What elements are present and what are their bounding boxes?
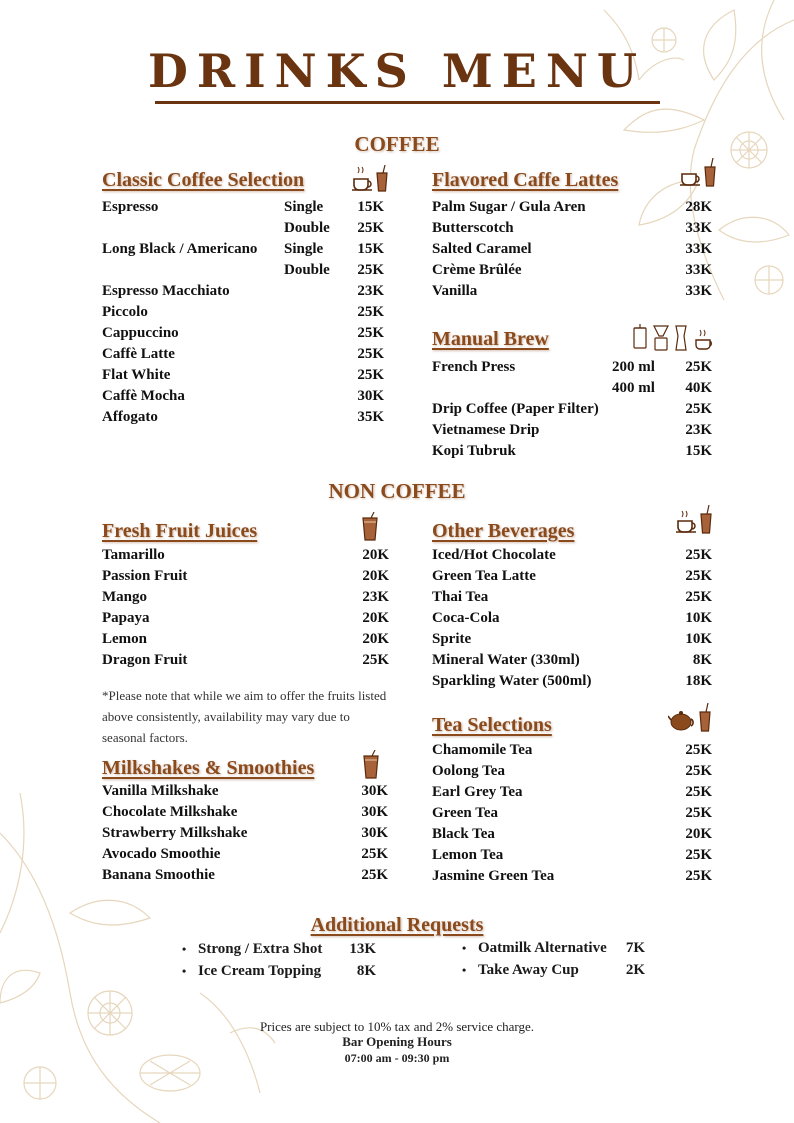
menu-item bbox=[102, 610, 389, 631]
menu-item bbox=[432, 673, 712, 694]
item-name: Papaya bbox=[102, 610, 150, 626]
item-price: 25K bbox=[357, 304, 384, 320]
title-underline bbox=[155, 101, 660, 104]
milkshakes-list bbox=[102, 783, 388, 888]
item-name: Coca-Cola bbox=[432, 610, 500, 626]
menu-item bbox=[432, 868, 712, 889]
manual-brew-list bbox=[432, 359, 712, 464]
additional-request-item bbox=[182, 963, 376, 985]
item-name: Espresso bbox=[102, 199, 159, 215]
additional-request-item bbox=[462, 962, 645, 984]
menu-item bbox=[102, 304, 384, 325]
menu-item bbox=[102, 846, 388, 867]
item-price: 20K bbox=[362, 610, 389, 626]
bullet-icon: • bbox=[182, 942, 187, 956]
menu-item bbox=[102, 409, 384, 430]
menu-item bbox=[102, 241, 384, 262]
opening-hours: 07:00 am - 09:30 pm bbox=[344, 1051, 450, 1065]
menu-item bbox=[102, 631, 389, 652]
item-price: 30K bbox=[361, 804, 388, 820]
request-price: 13K bbox=[349, 941, 376, 957]
category-title-manual-brew: Manual Brew bbox=[432, 328, 549, 350]
page-title: DRINKS MENU bbox=[147, 44, 647, 98]
item-price: 25K bbox=[361, 867, 388, 883]
menu-item bbox=[432, 826, 712, 847]
item-name: Sparkling Water (500ml) bbox=[432, 673, 592, 689]
menu-item bbox=[102, 220, 384, 241]
item-name: Espresso Macchiato bbox=[102, 283, 230, 299]
item-price: 25K bbox=[685, 784, 712, 800]
menu-item bbox=[102, 367, 384, 388]
item-price: 25K bbox=[357, 346, 384, 362]
menu-item bbox=[102, 325, 384, 346]
menu-item bbox=[432, 805, 712, 826]
bullet-icon: • bbox=[462, 963, 467, 977]
item-price: 25K bbox=[685, 401, 712, 417]
item-name: Drip Coffee (Paper Filter) bbox=[432, 401, 599, 417]
item-price: 33K bbox=[685, 283, 712, 299]
item-price: 23K bbox=[357, 283, 384, 299]
item-price: 25K bbox=[685, 589, 712, 605]
item-name: Kopi Tubruk bbox=[432, 443, 516, 459]
item-name: Tamarillo bbox=[102, 547, 165, 563]
item-name: French Press bbox=[432, 359, 516, 375]
item-price: 25K bbox=[685, 547, 712, 563]
menu-item bbox=[102, 547, 389, 568]
menu-item bbox=[432, 631, 712, 652]
item-name: Mango bbox=[102, 589, 147, 605]
item-name: Flat White bbox=[102, 367, 171, 383]
item-price: 40K bbox=[685, 380, 712, 396]
item-name: Mineral Water (330ml) bbox=[432, 652, 580, 668]
item-price: 35K bbox=[357, 409, 384, 425]
menu-item bbox=[432, 199, 712, 220]
menu-item bbox=[102, 388, 384, 409]
item-name: Banana Smoothie bbox=[102, 867, 215, 883]
request-name: Strong / Extra Shot bbox=[198, 941, 323, 957]
bullet-icon: • bbox=[462, 941, 467, 955]
item-size: 200 ml bbox=[612, 359, 655, 375]
tax-note: Prices are subject to 10% tax and 2% service charge. bbox=[259, 1019, 535, 1034]
category-title-tea-selections: Tea Selections bbox=[432, 714, 552, 736]
item-price: 25K bbox=[361, 846, 388, 862]
item-name: Avocado Smoothie bbox=[102, 846, 221, 862]
menu-item bbox=[102, 568, 389, 589]
section-heading-non-coffee: NON COFFEE bbox=[328, 479, 466, 503]
item-price: 33K bbox=[685, 262, 712, 278]
coffee-cup-and-iced-drink-icon bbox=[674, 505, 714, 535]
item-price: 25K bbox=[685, 763, 712, 779]
request-name: Ice Cream Topping bbox=[198, 963, 322, 979]
item-price: 15K bbox=[357, 241, 384, 257]
menu-item bbox=[432, 784, 712, 805]
menu-item bbox=[432, 568, 712, 589]
menu-item bbox=[432, 443, 712, 464]
menu-item bbox=[432, 742, 712, 763]
item-price: 20K bbox=[362, 631, 389, 647]
menu-item bbox=[102, 589, 389, 610]
tea-selections-list bbox=[432, 742, 712, 889]
item-price: 30K bbox=[357, 388, 384, 404]
section-heading-coffee: COFFEE bbox=[354, 132, 440, 156]
item-name: Crème Brûlée bbox=[432, 262, 522, 278]
item-name: Butterscotch bbox=[432, 220, 514, 236]
item-name: Green Tea bbox=[432, 805, 498, 821]
menu-item bbox=[102, 283, 384, 304]
menu-item bbox=[432, 652, 712, 673]
item-size: Single bbox=[284, 241, 324, 257]
item-size: 400 ml bbox=[612, 380, 655, 396]
menu-item bbox=[102, 804, 388, 825]
item-price: 25K bbox=[362, 652, 389, 668]
item-size: Double bbox=[284, 220, 330, 236]
item-name: Earl Grey Tea bbox=[432, 784, 523, 800]
item-price: 20K bbox=[362, 547, 389, 563]
item-price: 20K bbox=[685, 826, 712, 842]
menu-item bbox=[102, 783, 388, 804]
item-price: 25K bbox=[685, 847, 712, 863]
item-price: 30K bbox=[361, 825, 388, 841]
menu-item bbox=[432, 547, 712, 568]
coffee-cup-and-iced-drink-icon bbox=[678, 158, 718, 188]
request-name: Oatmilk Alternative bbox=[478, 940, 607, 956]
item-price: 20K bbox=[362, 568, 389, 584]
item-name: Chamomile Tea bbox=[432, 742, 533, 758]
item-price: 25K bbox=[357, 367, 384, 383]
additional-request-item bbox=[462, 940, 645, 962]
item-name: Green Tea Latte bbox=[432, 568, 536, 584]
fruit-availability-note: *Please note that while we aim to offer the fruits listed above consistently, availability may vary due to seasonal factors. bbox=[102, 688, 387, 745]
item-price: 28K bbox=[685, 199, 712, 215]
item-price: 10K bbox=[685, 631, 712, 647]
item-name: Long Black / Americano bbox=[102, 241, 258, 257]
item-name: Salted Caramel bbox=[432, 241, 532, 257]
other-beverages-list bbox=[432, 547, 712, 694]
item-name: Chocolate Milkshake bbox=[102, 804, 238, 820]
item-name: Lemon Tea bbox=[432, 847, 504, 863]
item-name: Affogato bbox=[102, 409, 158, 425]
item-name: Cappuccino bbox=[102, 325, 179, 341]
item-price: 25K bbox=[357, 220, 384, 236]
menu-item bbox=[432, 283, 712, 304]
request-price: 7K bbox=[625, 940, 645, 956]
menu-item bbox=[432, 241, 712, 262]
item-price: 10K bbox=[685, 610, 712, 626]
item-name: Vietnamese Drip bbox=[432, 422, 540, 438]
item-name: Palm Sugar / Gula Aren bbox=[432, 199, 586, 215]
category-title-other-beverages: Other Beverages bbox=[432, 520, 575, 542]
item-name: Jasmine Green Tea bbox=[432, 868, 555, 884]
menu-item bbox=[432, 401, 712, 422]
item-name: Iced/Hot Chocolate bbox=[432, 547, 556, 563]
menu-item bbox=[432, 422, 712, 443]
item-name: Caffè Latte bbox=[102, 346, 175, 362]
item-name: Passion Fruit bbox=[102, 568, 188, 584]
request-price: 8K bbox=[356, 963, 376, 979]
coffee-cup-and-iced-drink-icon bbox=[350, 165, 390, 193]
additional-requests-left-list bbox=[182, 941, 376, 985]
category-title-fruit-juices: Fresh Fruit Juices bbox=[102, 520, 258, 542]
item-name: Caffè Mocha bbox=[102, 388, 185, 404]
menu-item bbox=[432, 610, 712, 631]
item-price: 15K bbox=[357, 199, 384, 215]
category-title-additional-requests: Additional Requests bbox=[310, 914, 484, 936]
menu-item bbox=[432, 380, 712, 401]
item-size: Single bbox=[284, 199, 324, 215]
item-price: 8K bbox=[692, 652, 712, 668]
category-title-milkshakes: Milkshakes & Smoothies bbox=[102, 757, 315, 779]
menu-item bbox=[432, 763, 712, 784]
item-size: Double bbox=[284, 262, 330, 278]
classic-coffee-list bbox=[102, 199, 384, 430]
menu-item bbox=[432, 359, 712, 380]
item-price: 30K bbox=[361, 783, 388, 799]
menu-item bbox=[432, 847, 712, 868]
item-price: 25K bbox=[685, 359, 712, 375]
item-name: Black Tea bbox=[432, 826, 495, 842]
item-name: Vanilla bbox=[432, 283, 478, 299]
item-name: Thai Tea bbox=[432, 589, 489, 605]
item-name: Dragon Fruit bbox=[102, 652, 188, 668]
item-name: Oolong Tea bbox=[432, 763, 505, 779]
menu-item bbox=[102, 652, 389, 673]
manual-brew-tools-icon bbox=[632, 322, 718, 354]
item-price: 33K bbox=[685, 241, 712, 257]
item-price: 18K bbox=[685, 673, 712, 689]
menu-item bbox=[102, 825, 388, 846]
category-title-flavored-lattes: Flavored Caffe Lattes bbox=[432, 169, 619, 191]
request-price: 2K bbox=[625, 962, 645, 978]
item-name: Vanilla Milkshake bbox=[102, 783, 219, 799]
menu-item bbox=[432, 220, 712, 241]
menu-item bbox=[102, 199, 384, 220]
menu-item bbox=[102, 867, 388, 888]
juice-glass-icon bbox=[361, 512, 379, 542]
item-price: 25K bbox=[685, 805, 712, 821]
item-price: 25K bbox=[357, 262, 384, 278]
additional-request-item bbox=[182, 941, 376, 963]
item-price: 33K bbox=[685, 220, 712, 236]
menu-item bbox=[102, 346, 384, 367]
item-price: 23K bbox=[685, 422, 712, 438]
item-price: 25K bbox=[685, 868, 712, 884]
item-price: 15K bbox=[685, 443, 712, 459]
fruit-juices-list bbox=[102, 547, 389, 673]
flavored-lattes-list bbox=[432, 199, 712, 304]
item-price: 23K bbox=[362, 589, 389, 605]
item-name: Strawberry Milkshake bbox=[102, 825, 248, 841]
item-name: Lemon bbox=[102, 631, 147, 647]
item-price: 25K bbox=[685, 568, 712, 584]
teapot-and-iced-tea-icon bbox=[668, 703, 714, 733]
request-name: Take Away Cup bbox=[478, 962, 579, 978]
item-price: 25K bbox=[357, 325, 384, 341]
additional-requests-right-list bbox=[462, 940, 645, 984]
category-title-classic-coffee: Classic Coffee Selection bbox=[102, 169, 305, 191]
bullet-icon: • bbox=[182, 964, 187, 978]
item-price: 25K bbox=[685, 742, 712, 758]
milkshake-glass-icon bbox=[362, 750, 380, 780]
item-name: Sprite bbox=[432, 631, 472, 647]
opening-hours-label: Bar Opening Hours bbox=[342, 1034, 452, 1049]
menu-item bbox=[432, 589, 712, 610]
item-name: Piccolo bbox=[102, 304, 148, 320]
menu-item bbox=[102, 262, 384, 283]
menu-item bbox=[432, 262, 712, 283]
